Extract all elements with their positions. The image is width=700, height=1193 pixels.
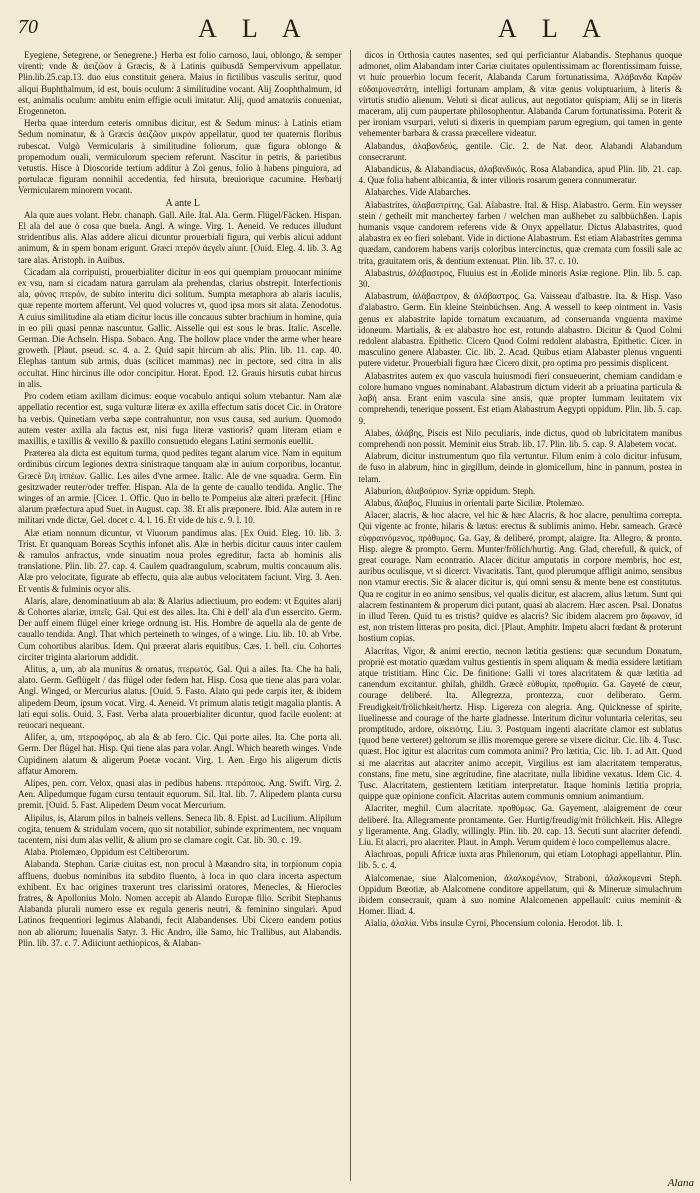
dictionary-entry: Alaris, alare, denominatiuum ab ala: & Alarius adiectiuum, pro eodem: vt Equites alarij & Cohortes alariæ, ἱππεῖς. Gal. Qui est des ailes. Ita. Chi è dell' ala d'un essercito. Germ. Der auff einem flügel einer kriege ordnung ist. His. Hombre de aquella ala de gente de cauallo tendida. Angl. That which perteineth to winges, of a winge. Liu. lib. 10. ab Vrbe. Cum cohortibus alaribus. Idem. Qui præerat alaris equitibus. Cæs. 1. bell. ciu. Cohortes circiter triginta alariorum addidit.	[18, 595, 342, 662]
dictionary-entry: Alabanda. Stephan. Cariæ ciuitas est, non procul à Mæandro sita, in torpionum copia affluens, duobus nominibus ita subdito fluento, à loca in quo clara incerta aspectum exhibent. Ex hac origines traxerunt tres clarissimi oratores, Menecles, & Hierocles fratres, & Apollonius Molo. Nomen accepit ab Alando Europæ filio. Scribit Stephanus Alabanda plurali numero esse ex regula generis neutri, & feminino singulari. Apud Latinos frequentiori legimus Alabandi, fecit Alabandenses. Ubi Cicero eandem potius non ab aliorum; Iuuenalis Satyr. 3. Hic Andro, ille Samo, hic Trallibus, aut Alabandis. Plin. lib. 37. c. 7. Adiiciunt aethiopicos, & Alaban-	[18, 859, 342, 948]
dictionary-entry: A ante L	[165, 197, 200, 209]
dictionary-entry: Alæ etiam nonnum dicuntur, vt Viuorum pandimus alas. [Ex Ouid. Eleg. 10. lib. 3. Trist. Et quanquam Boreas Scythis infonet alis. Alæ in herbis dicitur cauus inter caulem & ramulos anfractus, vnde sinuatim noua proles egreditur, facta ab hominis alis translatione. Plin. lib. 27. cap. 4. Caulem quadrangulum, scabrum, multis concauum alis. Alæ pro velocitate, figurate ab effectu, quia alæ aubus velocitatem faciunt. Virg. 3. Aen. Et ventis & fulminis ocyor alis.	[18, 527, 342, 594]
dictionary-entry: Eyegiene, Setegrene, or Senegrene.} Herba est folio carnoso, laui, oblongo, & semper virenti: vnde & ἀειζῶον à Græcis, & à Latinis quibusdā Sempervivum appellatur. Plin.lib.25.cap.13. duo eius constituit genera. Maius in fictilibus vasculis seritur, quod aliqui Buphthalmum, id est, bouis oculum: ā similitudine vocant. Alij Zoophthalmum, id est, animalis oculum: ambitu enim effigie oculi imitatur. Alij, quod amatoriis conueniat, Erogenneton.	[18, 50, 342, 117]
dictionary-entry: Herba quae interdum ceteris omnibus dicitur, est & Sedum minus: à Latinis etiam Sedum nominatur, & à Græcis ἀειζῶον μικρόν appellatur, quod ter quaternis floribus rubescat. Vulgò Vermicularis à similitudine foliorum, quæ figura oblongo & propemodum ouali, vermiculorum speciem referunt. Nascitur in petris, & parietibus vetustis. Hisce à Dioscoride tertium additur à Zoi genus, folio à habens pinguiora, ad portulacæ figuram nonnihil accedentia, fed hirsuta, breuiorique cacumine. Herbarij Vermicularem minorem vocant.	[18, 118, 342, 196]
dictionary-entry: Alifer, a, um, πτεροφόρος, ab ala & ab fero. Cic. Qui porte ailes. Ita. Che porta ali. Germ. Der flügel hat. Hisp. Qui tiene alas para volar. Angl. Which beareth winges. Vnde Cupidinem alatum & aligerum Poetæ vocant. Virg. 1. Aen. Ergo his aligerum dictis affatur Amorem.	[18, 732, 342, 776]
dictionary-entry: Pro codem etiam axillam dicimus: eoque vocabulo antiqui solum vtebantur. Nam alæ appellatio recentior est, suga vulturæ literæ ex axilla effectum satis docet Cic. in Oratore ha verbis. Quinetiam verba sæpe contrahuntur, non vsus causa, sed aurium. Quomodo autem vester axilla ala factus est, nisi fuga literæ vastioris? quam literam etiam e maxillis, e taxillis & vexillo & paxillo consuetudo elegans Latini sermonis euellit.	[18, 391, 342, 446]
dictionary-entry: Ala quæ aues volant. Hebr. chanaph. Gall. Aile. Ital. Ala. Germ. Flügel/Fäcken. Hispan. El ala del aue ò cosa que buela. Angl. A winge. Virg. 1. Aeneid. Ve reduces illudunt stridentibus alis. Alas addere alicui dicuntur prouerbiali figura, qui verbis alicui addunt animum, & in spem bonam erigunt. Græci πτερόν ἀεγεῖν aiunt. [Ouid. Eleg. 4. lib. 3. Ag tare alas. Aristoph. in Auibus.	[18, 209, 342, 265]
running-header	[18, 14, 682, 50]
catchword: Alana	[667, 1177, 694, 1189]
dictionary-entry: Alalcomenae, siue Alalcomenion, ἀλαλκομένιον, Straboni, ἀλαλκομεναὶ Steph. Oppidum Bœotiæ, ab Alalcomene conditore appellatum, qui & Mineruæ simulachrum ibidem consecrauit, quam à suo nomine Alalcomenen appellauit: cuius meminit & Homer. Iliad. 4.	[358, 872, 682, 917]
page-number: 70	[18, 16, 38, 38]
dictionary-entry: dicos in Orthosia cautes nasentes, sed qui perficiantur Alabandis. Stephanus quoque admonet, olim Alabandam inter Cariæ ciuitates opulentissimam ac florentissimam fuisse, vt huic prouerbio locum fecerit, Alabanda Carum fortunatissima, Ἀλάβανδα Καρῶν εὐδαιμονεστάτη, intelligi fortunam amplam, & vitæ genus voluptuarium, à literis & virtutis studio alienum. Veluti si dicat aulicus, aut negotiator quispiam, Alij se in literis maceram, alij cum paupertate philosophentur. Alabanda Carum fortunatissima. Poterit & per ironiam vsurpari, veluti si dixeris in quempiam parum egregium, qui tamen in gente vehementer barbara & crassa præcellere videatur.	[358, 50, 682, 139]
column-rule	[350, 50, 351, 1181]
dictionary-entry: Alipilus, is, Alarum pilos in balneis vellens. Seneca lib. 8. Epist. ad Lucilium. Alipilum cogita, tenuem & stridulam vocem, quo sit notabilior, subinde exprimentem, nec vnquam tacentem, nisi dum alas vellit, & alium pro se clamare cogit. Cat. lib. 30. c. 19.	[18, 812, 342, 846]
dictionary-entry: Alitus, a, um, ab ala munitus & ornatus, πτερωτός. Gal. Qui a ailes. Ita. Che ha hali, alato. Germ. Geflügelt / das flügel oder federn hat. Hisp. Cosa que tiene alas para volar. Angl. Winged, or Mercurius alatus. [Ouid. 5. Fasto. Alato qui pede carpis iter, & ibidem alipedem Deum, ipsum vocat. Virg. 4. Aeneid. Vt primum alatis tetigit magalia plantis. A lati equi solis. Ouid. 3. Fast. Verba alata prouerbialiter dicuntur, quod facile euolent: at reuocari nequeant.	[18, 663, 342, 730]
dictionary-entry: Alabastrites autem ex quo vascula huiusmodi fieri consueuerint, chemiam candidam e colore humano vngues nominabant. Alabastrum dictum viderit ab a priuatina particula & λαβή ansa. Erant enim vascula sine ansis, quæ propter lummam leuitatem vix comprehendi, tenerique possent. Est etiam Alabastrum Aegypti oppidum. Plin. lib. 5. cap. 9.	[358, 370, 682, 426]
two-column-body	[18, 50, 682, 1181]
dictionary-entry: Alalia, ἀλαλία. Vrbs insulæ Cyrni, Phocensium colonia. Herodot. lib. 1.	[364, 918, 623, 929]
dictionary-entry: Cicadam ala corripuisti, prouerbialiter dicitur in eos qui quempiam prouocant minime ex vsu, nam si cicadam natura garrulam ala prehendas, clarius obstrepit. Interfectionis ala, φόνος πτερόν, de subito interitu dici solitum. Sumpta metaphora ab alaris iaculis, quæ repente mortem afferunt. Vel quod volucres vt, quod ipsa mors sit alata. Zenodotus. A cuius similitudine ala etiam dicitur locus ille concauus subter brachium in homine, quia in eo pili quasi pennæ nascuntur. Gallic. Aisselle qui est sous le bras. Italic. Ascelle. German. Die Achseln. Hispa. Sobaco. Ang. The hollow place vnder the arme wher heare groweth. [Plaut. pseud. sc. 4. a. 2. Quid sapit hircum ab alis. Plin. lib. 11. cap. 40. Elephas tantum sub armis, duas (scilicet mammas) nec in pectore, sed citra in alis occultat. Hinc hircinus ille odor concipitur. Horat. Epod. 12. Grauis hirsutis cubat hircus in alis.	[18, 266, 342, 389]
dictionary-entry: Alabastrum, ἀλάβαστρον, & ἀλάβαστρος. Ga. Vaisseau d'albastre. Ita. & Hisp. Vaso d'alabastro. Germ. Ein kleine Steinbüchsen. Ang. A wessell to keep ointment in. Vasis genus ex alabastrite lapide tornatum excauatum, ad conseruanda vnguenta maxime idoneum. Martialis, & ex alabastro hoc est, rotundo alabastro. Dicitur & Quod Colmi redolent alabastra. Epithetic. Cicero Quod Colmi redolent alabastra, Epithetic. Cicer. in masculino genere Alabaster. Cic. lib. 2. Acad. Quibus etiam Alabaster plenus vnguenti putere videtur. Prouerbiali figura hæc Cicero dixit, pro optima pro pessimis displicent.	[358, 291, 682, 369]
dictionary-entry: Alabastrites, ἀλαβαστρίτης. Gal. Alabastre. Ital. & Hisp. Alabastro. Germ. Ein weysser stein / getheilt mit manchertey farben / welchen man außhebet zu salbbüchßen. Lapis humanis vsque candorem referens vide & Onyx appellatur. Dictus Alabastrites, quod alabastra ex eo fieri solebant. Vide in dictione Alabastrum. Est etiam Alabastrites gemma quædam, candorem habens varijs coloribus intercinctus, quæ cremata cum fossili sale ac trita, grauitatem oris, & dentium extenuat. Plin. lib. 37. c. 10.	[358, 199, 682, 266]
dictionary-entry: Alacer, alacris, & hoc alacre, vel hic & hæc Alacris, & hoc alacre, penultima correpta. Qui vigente ac fronte, hilaris & lætus: erectus & sublimis animo. Hebr. sameach. Græcè εὐφραινόμενος, πρόθυμος. Ga. Gay, & deliberé, prompt, alaigre. Ita. Allegro, & pronto. Hisp. alegre & prompto. Germ. Munter/frölich/hurtig. Ang. Glad, cherefull, & quick, of great courage. Nam econtrario. Alacer dicitur amputatis in corpore membris, hoc est, auribus oculisque, vt si dicerct. Vivacitatis. Tant, quod plerumque affligit animo, sensibus non vtamur erectis. Sic & alacer dicitur is, qui omni sensu & mente bene est constitutus. Qua re cogitur in eo animo sensibus, vel qualis dicitur, est alacrem, alius lætum. Sunt qui alacrem festinantem & properum dici putant, quasi ab alacrem. Hæc ascen. Psal. Donatus in illud Teren. Quid tu es tristis? quidve es alacris? Sic ibidem alacrem pro ἄφωνον, id est, non tristem litteras pro posita, dici. [Plaut. Amphitr. Impetu alacri fœdant & proterunt hostium copias.	[358, 510, 682, 644]
dictionary-entry: Alabandus, ἀλαβανδεύς, gentile. Cic. 2. de Nat. deor. Alabandi Alabandum consecrarunt.	[358, 140, 682, 162]
dictionary-entry: Alaburion, ἀλαβούριον. Syriæ oppidum. Steph.	[364, 485, 536, 496]
dictionary-entry: Alabrum, dicitur instrumentum quo fila vertuntur. Filum enim à colo dicitur infusum, de fuso in alabrum, hinc in girgillum, deinde in glomicellum, hinc in pannum, postea in telam.	[358, 451, 682, 484]
dictionary-entry: Alacritas, Vigor, & animi erectio, necnon lætitia gestiens: quæ secundum Donatum, propriè est motatio quædam vultus gestientis in spem aliquam & media essidere lætitiam atque tristitiam. Hinc Cic. De finitione: Galli vi tores alacritatem & quæ lætitia ad canendum excitantur. ghilah, ghildh. Græcè εὐθυμία, προθυμία. Ga. Gayeté de cœur, courage deliberé. Ita. Allegrezza, prontezza, cuor deliberato. Germ. Freudigkeit/frölichkeit/hertz. Hisp. Ligereza con alegria. Ang. Quicknesse of spirite, liuelinesse and courage of the harte gladnesse. Interitum dicitur voluntaria celeritas, seu promptitudo, ardore, οἰκειότης. Liu. 3. Postquam ingenti alacritate clamor est sublatus (quod bene verteret) geltorum se illis moremque gerere se vixere dicitur. Cic. lib. 4. Tusc. quæst. Hoc igitur est alacritas cum commota animi? Pro lætitia, Cic. lib. 1. ad Att. Quod si me alacritas aut alacriter animo accepit, Virgilius est iam alacritatem temperatus, constans, fine metu, sine ægritudine, fine alacritate, nulla libidine vexatus. Idem Cic. 4. Tusc. Alacritatem, gestientem lætitiam interpretatur. Itaque hominis lætitia propria, quippe quæ opinione conficit. Alacritas autem communis omnium animantium.	[358, 645, 682, 802]
dictionary-entry: Alabastrus, ἀλάβαστρος, Fluuius est in Æolide minoris Asiæ regione. Plin. lib. 5. cap. 30.	[358, 267, 682, 290]
dictionary-entry: Alipes, pen. corr. Velox, quasi alas in pedibus habens. πτερόπους. Ang. Swift. Virg. 2. Aen. Alipedumque fugam cursu tentauit equorum. Sil. Ital. lib. 7. Alipedem planta cursu premit. [Ouid. 5. Fast. Alipedem Deum vocat Mercurium.	[18, 778, 342, 811]
dictionary-entry: Alabandicus, & Alabandiacus, ἀλαβανδικός. Rosa Alabandica, apud Plin. lib. 21. cap. 4. Quæ folia habent albicantia, & inter vilioris rosarum genera connumeratur.	[358, 164, 682, 186]
dictionary-entry: Alachroas, populi Africæ iuxta aras Philenorum, qui etiam Lotophagi appellantur. Plin. lib. 5. c. 4.	[358, 849, 682, 871]
dictionary-entry: Alacriter, meghil. Cum alacritate. προθύμως. Ga. Gayement, alaigrement de cœur deliberé. Ita. Allegramente prontamente. Ger. Hurtig/freudig/mit frölichkeit. His. Allegre y ligeramente. Ang. Gladly, willingly. Plin. lib. 20. cap. 13. Secuti sunt alacriter defendi. Liu. Et alacri, pro alacriter. Plaut. in Amph. Verum quidem è loco compellemus alacre.	[358, 803, 682, 848]
dictionary-entry: Alabarches. Vide Alabarches.	[364, 187, 471, 198]
running-title-right: A L A	[498, 14, 611, 43]
dictionary-entry: Alabus, ἄλαβος, Fluuius in orientali parte Siciliæ. Ptolemæo.	[364, 497, 585, 508]
dictionary-entry: Alaba. Ptolemæo, Oppidum est Celtiberorum.	[24, 847, 190, 858]
dictionary-entry: Alabes, ἀλάβης, Piscis est Nilo peculiaris, inde dictus, quod ob lubricitatem manibus comprehendi non possit. Meminit eius Strab. lib. 17. Plin. lib. 5. cap. 9. Alabetem vocat.	[358, 427, 682, 449]
running-title-left: A L A	[198, 14, 311, 43]
dictionary-entry: Præterea ala dicta est equitum turma, quod pedites tegant alarum vice. Nam in equitum ordinibus circum legiones dextra sinistraque tanquam alæ in auium corporibus, locantur. Græcè ἴλη ἱππέων. Gallic. Les ailes d'vne armee. Italic. Ale de vne squadra. Germ. Ein gesitzwader reuter/oder treffer. Hispan. Ala de la gente de cauallo tendida. Anglic. The winges of an armie. [Cicer. 1. Offic. Quo in bello te Pompeius alæ alteri præfecit. [Hinc alarum præfectura apud Suet. in August. cap. 38. Et alis præponere. Ibid. Alæ autem in re militari vnde dictæ, Gel. docet c. 4. l. 16. Et vide de his c. 9. l. 10.	[18, 448, 342, 526]
left-column	[18, 50, 342, 1181]
right-column	[358, 50, 682, 1181]
